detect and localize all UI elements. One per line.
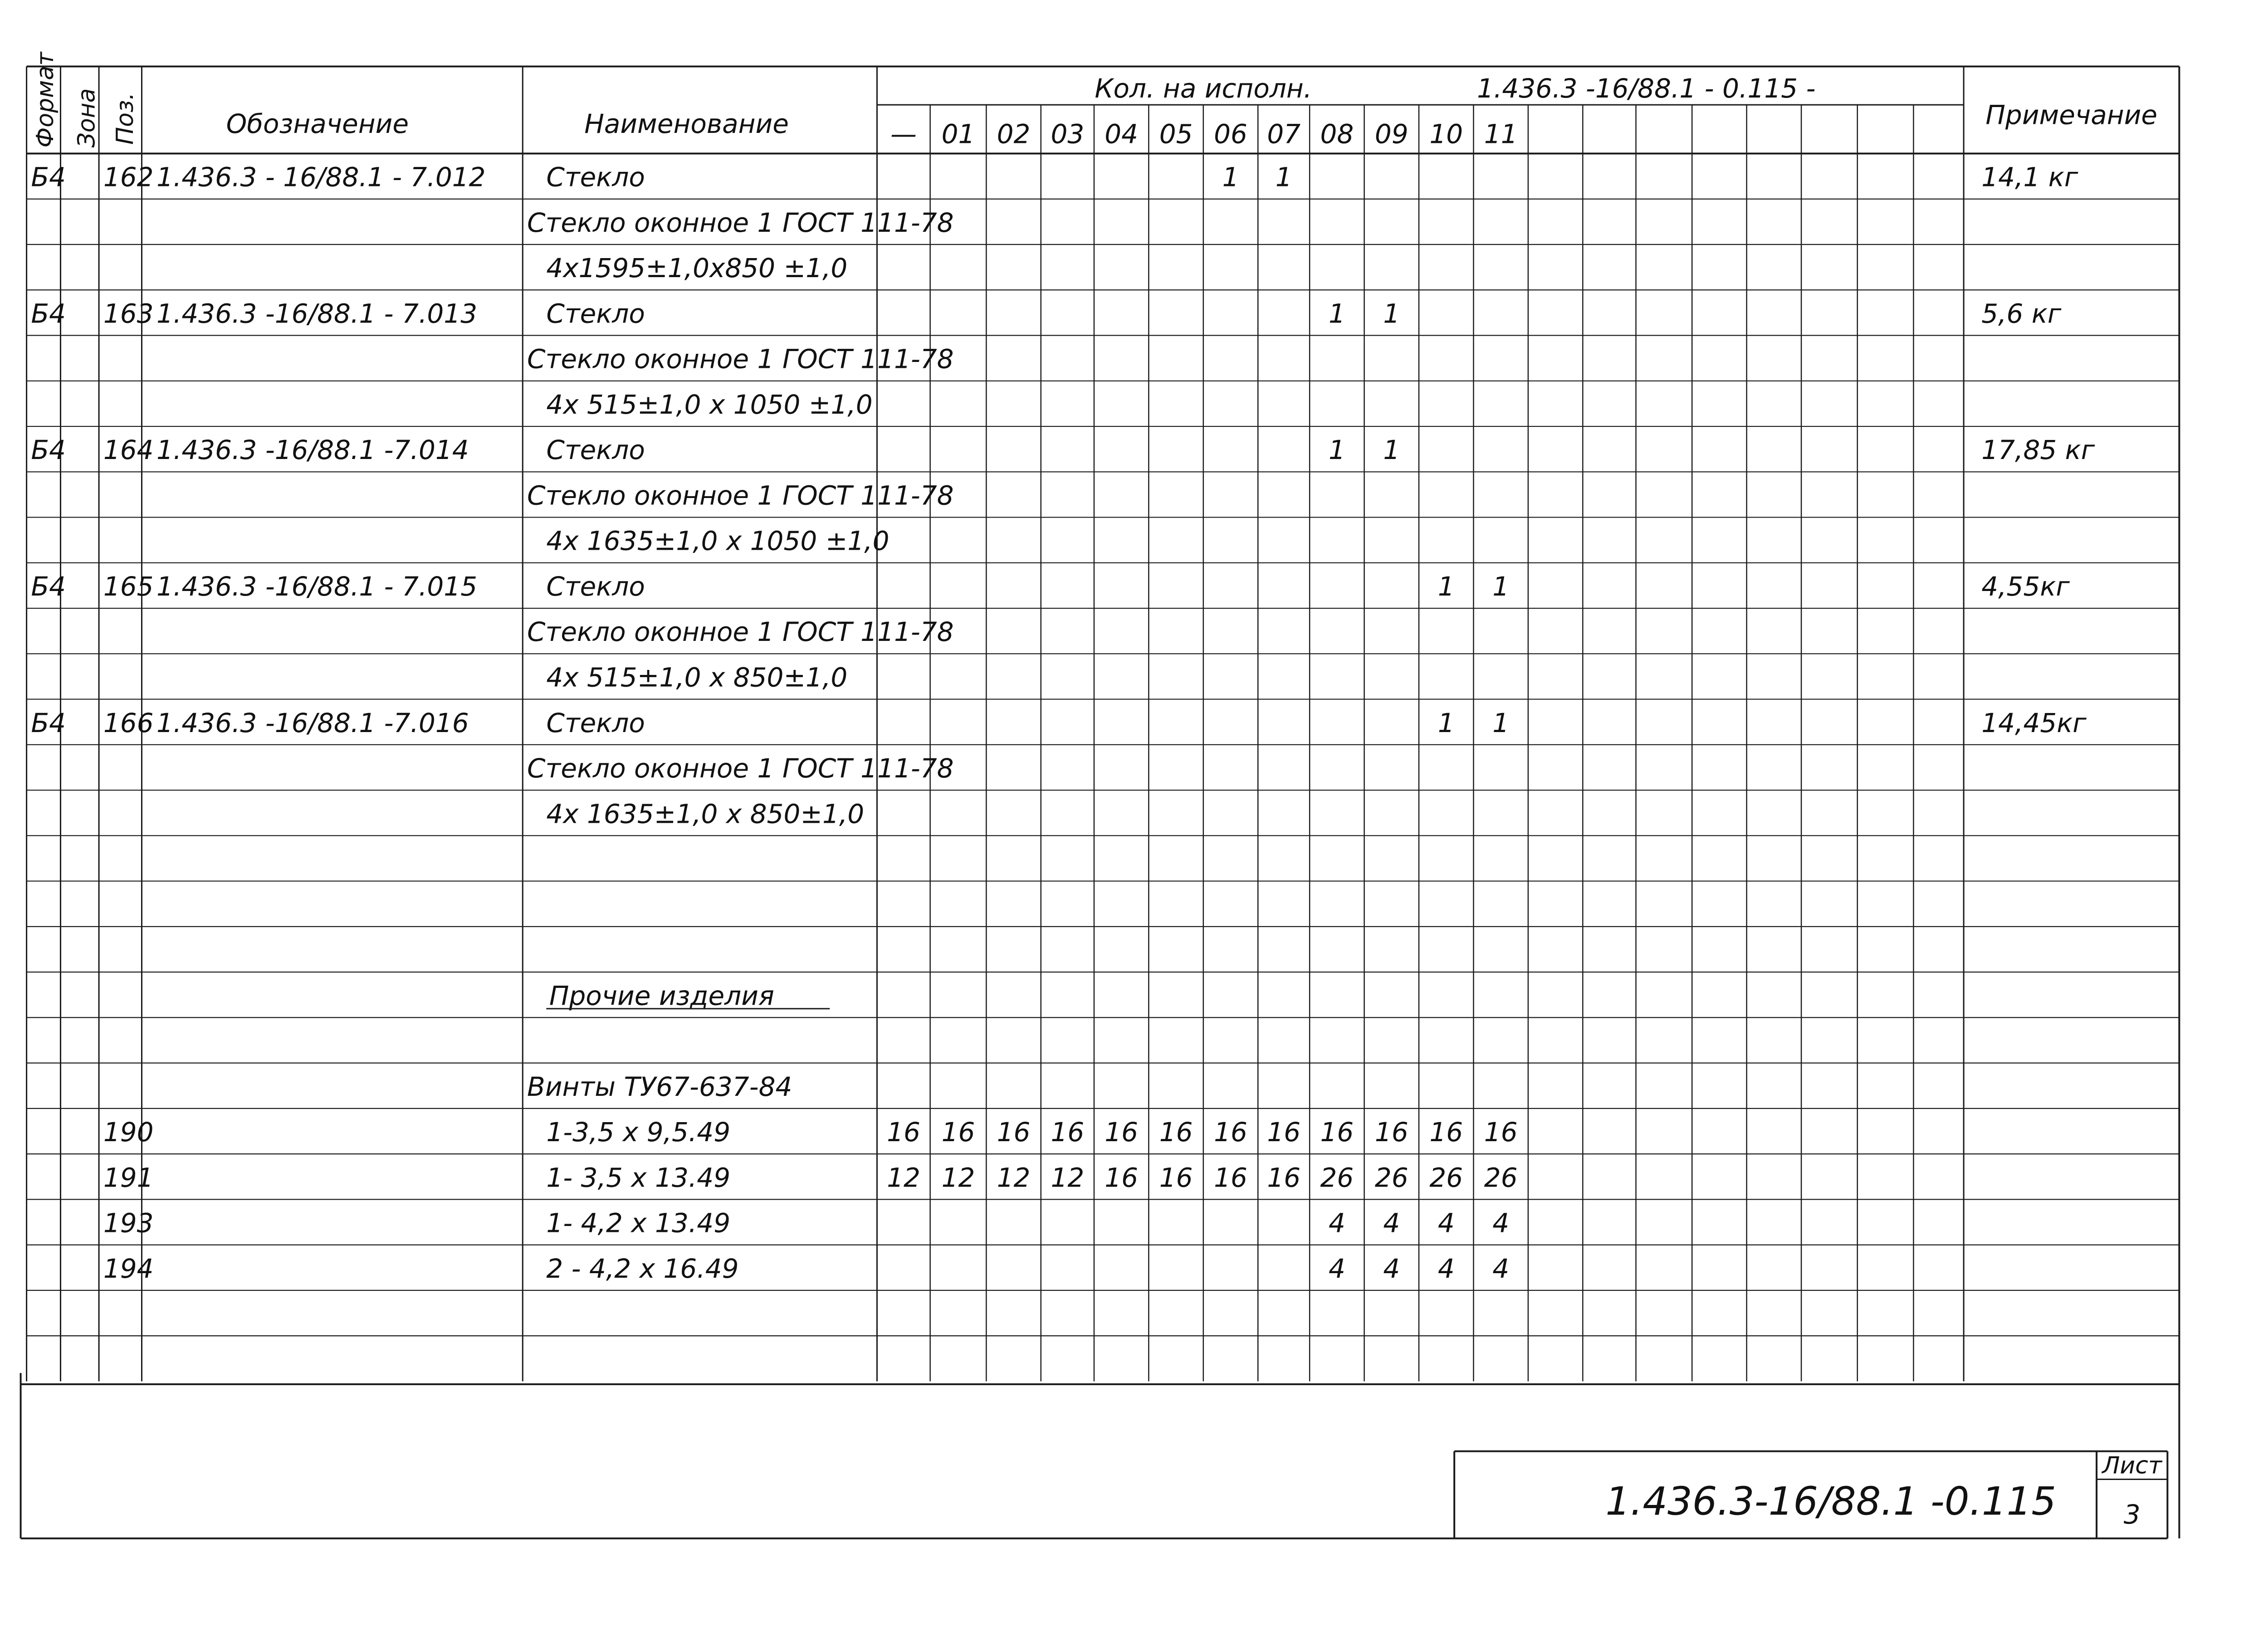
row-name: Стекло оконное 1 ГОСТ 111-78 (527, 480, 954, 511)
row-name: Стекло оконное 1 ГОСТ 111-78 (527, 753, 954, 784)
row-position: 194 (103, 1253, 154, 1284)
row-qty-cell: 1 (1383, 435, 1400, 466)
header-pos: Поз. (111, 92, 139, 145)
row-name: 4x 1635±1,0 x 1050 ±1,0 (546, 525, 890, 557)
row-qty-cell: 26 (1484, 1162, 1518, 1193)
row-note: 4,55кг (1981, 571, 2070, 602)
row-qty-cell: 4 (1328, 1253, 1345, 1284)
row-qty-cell: 16 (887, 1117, 920, 1148)
row-position: 165 (103, 571, 154, 602)
row-qty-cell: 16 (1105, 1162, 1139, 1193)
row-position: 162 (103, 161, 154, 193)
row-qty-cell: 16 (1159, 1117, 1193, 1148)
variant-header-9: 09 (1374, 118, 1408, 150)
variant-header-5: 05 (1159, 118, 1193, 150)
row-position: 164 (103, 435, 154, 466)
row-qty-cell: 1 (1437, 571, 1455, 602)
row-qty-cell: 16 (1484, 1117, 1518, 1148)
header-designation: Обозначение (226, 108, 409, 139)
sheet-label: Лист (2102, 1452, 2162, 1480)
variant-header-7: 07 (1267, 118, 1301, 150)
row-name: Стекло (546, 298, 645, 329)
row-qty-cell: 26 (1429, 1162, 1463, 1193)
variant-header-6: 06 (1214, 118, 1247, 150)
row-format: Б4 (31, 707, 66, 738)
row-name: 1-3,5 x 9,5.49 (546, 1117, 731, 1148)
row-name: Стекло (546, 571, 645, 602)
row-qty-cell: 1 (1222, 161, 1239, 193)
variant-header-4: 04 (1105, 118, 1139, 150)
row-name: 4x 1635±1,0 x 850±1,0 (546, 798, 865, 830)
row-position: 193 (103, 1207, 154, 1239)
header-note: Примечание (1985, 99, 2158, 131)
row-qty-cell: 12 (887, 1162, 920, 1193)
row-qty-cell: 16 (941, 1117, 975, 1148)
row-qty-cell: 1 (1437, 707, 1455, 738)
row-qty-cell: 4 (1492, 1253, 1510, 1284)
row-qty-cell: 12 (1051, 1162, 1085, 1193)
row-qty-cell: 16 (1214, 1162, 1247, 1193)
sheet-number: 3 (2123, 1499, 2141, 1530)
row-qty-cell: 16 (1429, 1117, 1463, 1148)
row-qty-cell: 12 (997, 1162, 1031, 1193)
row-designation: 1.436.3 -16/88.1 -7.016 (156, 707, 469, 738)
header-qty-caption: Кол. на исполн. (1095, 73, 1312, 104)
header-format: Формат (32, 52, 59, 148)
row-name: Стекло оконное 1 ГОСТ 111-78 (527, 616, 954, 648)
row-qty-cell: 16 (1320, 1117, 1354, 1148)
row-name: Стекло оконное 1 ГОСТ 111-78 (527, 343, 954, 375)
row-format: Б4 (31, 161, 66, 193)
row-qty-cell: 16 (1105, 1117, 1139, 1148)
row-name: 4x1595±1,0x850 ±1,0 (546, 253, 848, 284)
row-qty-cell: 16 (997, 1117, 1031, 1148)
row-qty-cell: 12 (941, 1162, 975, 1193)
row-qty-cell: 16 (1051, 1117, 1085, 1148)
row-note: 5,6 кг (1981, 298, 2062, 329)
row-qty-cell: 26 (1374, 1162, 1408, 1193)
row-qty-cell: 16 (1267, 1162, 1301, 1193)
row-qty-cell: 16 (1374, 1117, 1408, 1148)
row-designation: 1.436.3 -16/88.1 -7.014 (156, 435, 469, 466)
row-name: Винты ТУ67-637-84 (527, 1071, 792, 1102)
row-position: 166 (103, 707, 154, 738)
document-number: 1.436.3-16/88.1 -0.115 (1605, 1479, 2057, 1524)
row-format: Б4 (31, 298, 66, 329)
row-qty-cell: 26 (1320, 1162, 1354, 1193)
row-qty-cell: 1 (1492, 707, 1510, 738)
row-qty-cell: 16 (1214, 1117, 1247, 1148)
variant-header-8: 08 (1320, 118, 1354, 150)
header-qty-document: 1.436.3 -16/88.1 - 0.115 - (1477, 73, 1816, 104)
row-qty-cell: 4 (1492, 1207, 1510, 1239)
row-format: Б4 (31, 435, 66, 466)
row-qty-cell: 1 (1492, 571, 1510, 602)
row-name: Прочие изделия (549, 980, 774, 1011)
row-name: 4x 515±1,0 x 1050 ±1,0 (546, 389, 873, 420)
variant-header-10: 10 (1429, 118, 1463, 150)
row-name: 1- 4,2 x 13.49 (546, 1207, 731, 1239)
row-qty-cell: 4 (1437, 1207, 1455, 1239)
variant-header-1: 01 (941, 118, 975, 150)
row-qty-cell: 16 (1159, 1162, 1193, 1193)
variant-header-0: — (890, 118, 917, 150)
header-name: Наименование (584, 108, 789, 139)
row-designation: 1.436.3 -16/88.1 - 7.013 (156, 298, 478, 329)
row-name: Стекло (546, 161, 645, 193)
row-note: 14,1 кг (1981, 161, 2078, 193)
row-note: 17,85 кг (1981, 435, 2095, 466)
row-name: Стекло оконное 1 ГОСТ 111-78 (527, 207, 954, 238)
row-qty-cell: 1 (1275, 161, 1292, 193)
row-designation: 1.436.3 -16/88.1 - 7.015 (156, 571, 478, 602)
row-name: 2 - 4,2 x 16.49 (546, 1253, 739, 1284)
row-name: 1- 3,5 x 13.49 (546, 1162, 731, 1193)
row-name: Стекло (546, 707, 645, 738)
variant-header-11: 11 (1484, 118, 1518, 150)
row-position: 163 (103, 298, 154, 329)
row-qty-cell: 4 (1383, 1253, 1400, 1284)
row-qty-cell: 4 (1383, 1207, 1400, 1239)
row-format: Б4 (31, 571, 66, 602)
row-qty-cell: 4 (1437, 1253, 1455, 1284)
row-qty-cell: 1 (1383, 298, 1400, 329)
header-zone: Зона (73, 88, 101, 148)
row-qty-cell: 1 (1328, 435, 1345, 466)
row-position: 191 (103, 1162, 154, 1193)
row-qty-cell: 4 (1328, 1207, 1345, 1239)
row-note: 14,45кг (1981, 707, 2087, 738)
variant-header-3: 03 (1051, 118, 1085, 150)
row-qty-cell: 1 (1328, 298, 1345, 329)
row-position: 190 (103, 1117, 154, 1148)
row-name: Стекло (546, 435, 645, 466)
row-qty-cell: 16 (1267, 1117, 1301, 1148)
row-designation: 1.436.3 - 16/88.1 - 7.012 (156, 161, 486, 193)
row-name: 4x 515±1,0 x 850±1,0 (546, 662, 848, 693)
variant-header-2: 02 (997, 118, 1031, 150)
